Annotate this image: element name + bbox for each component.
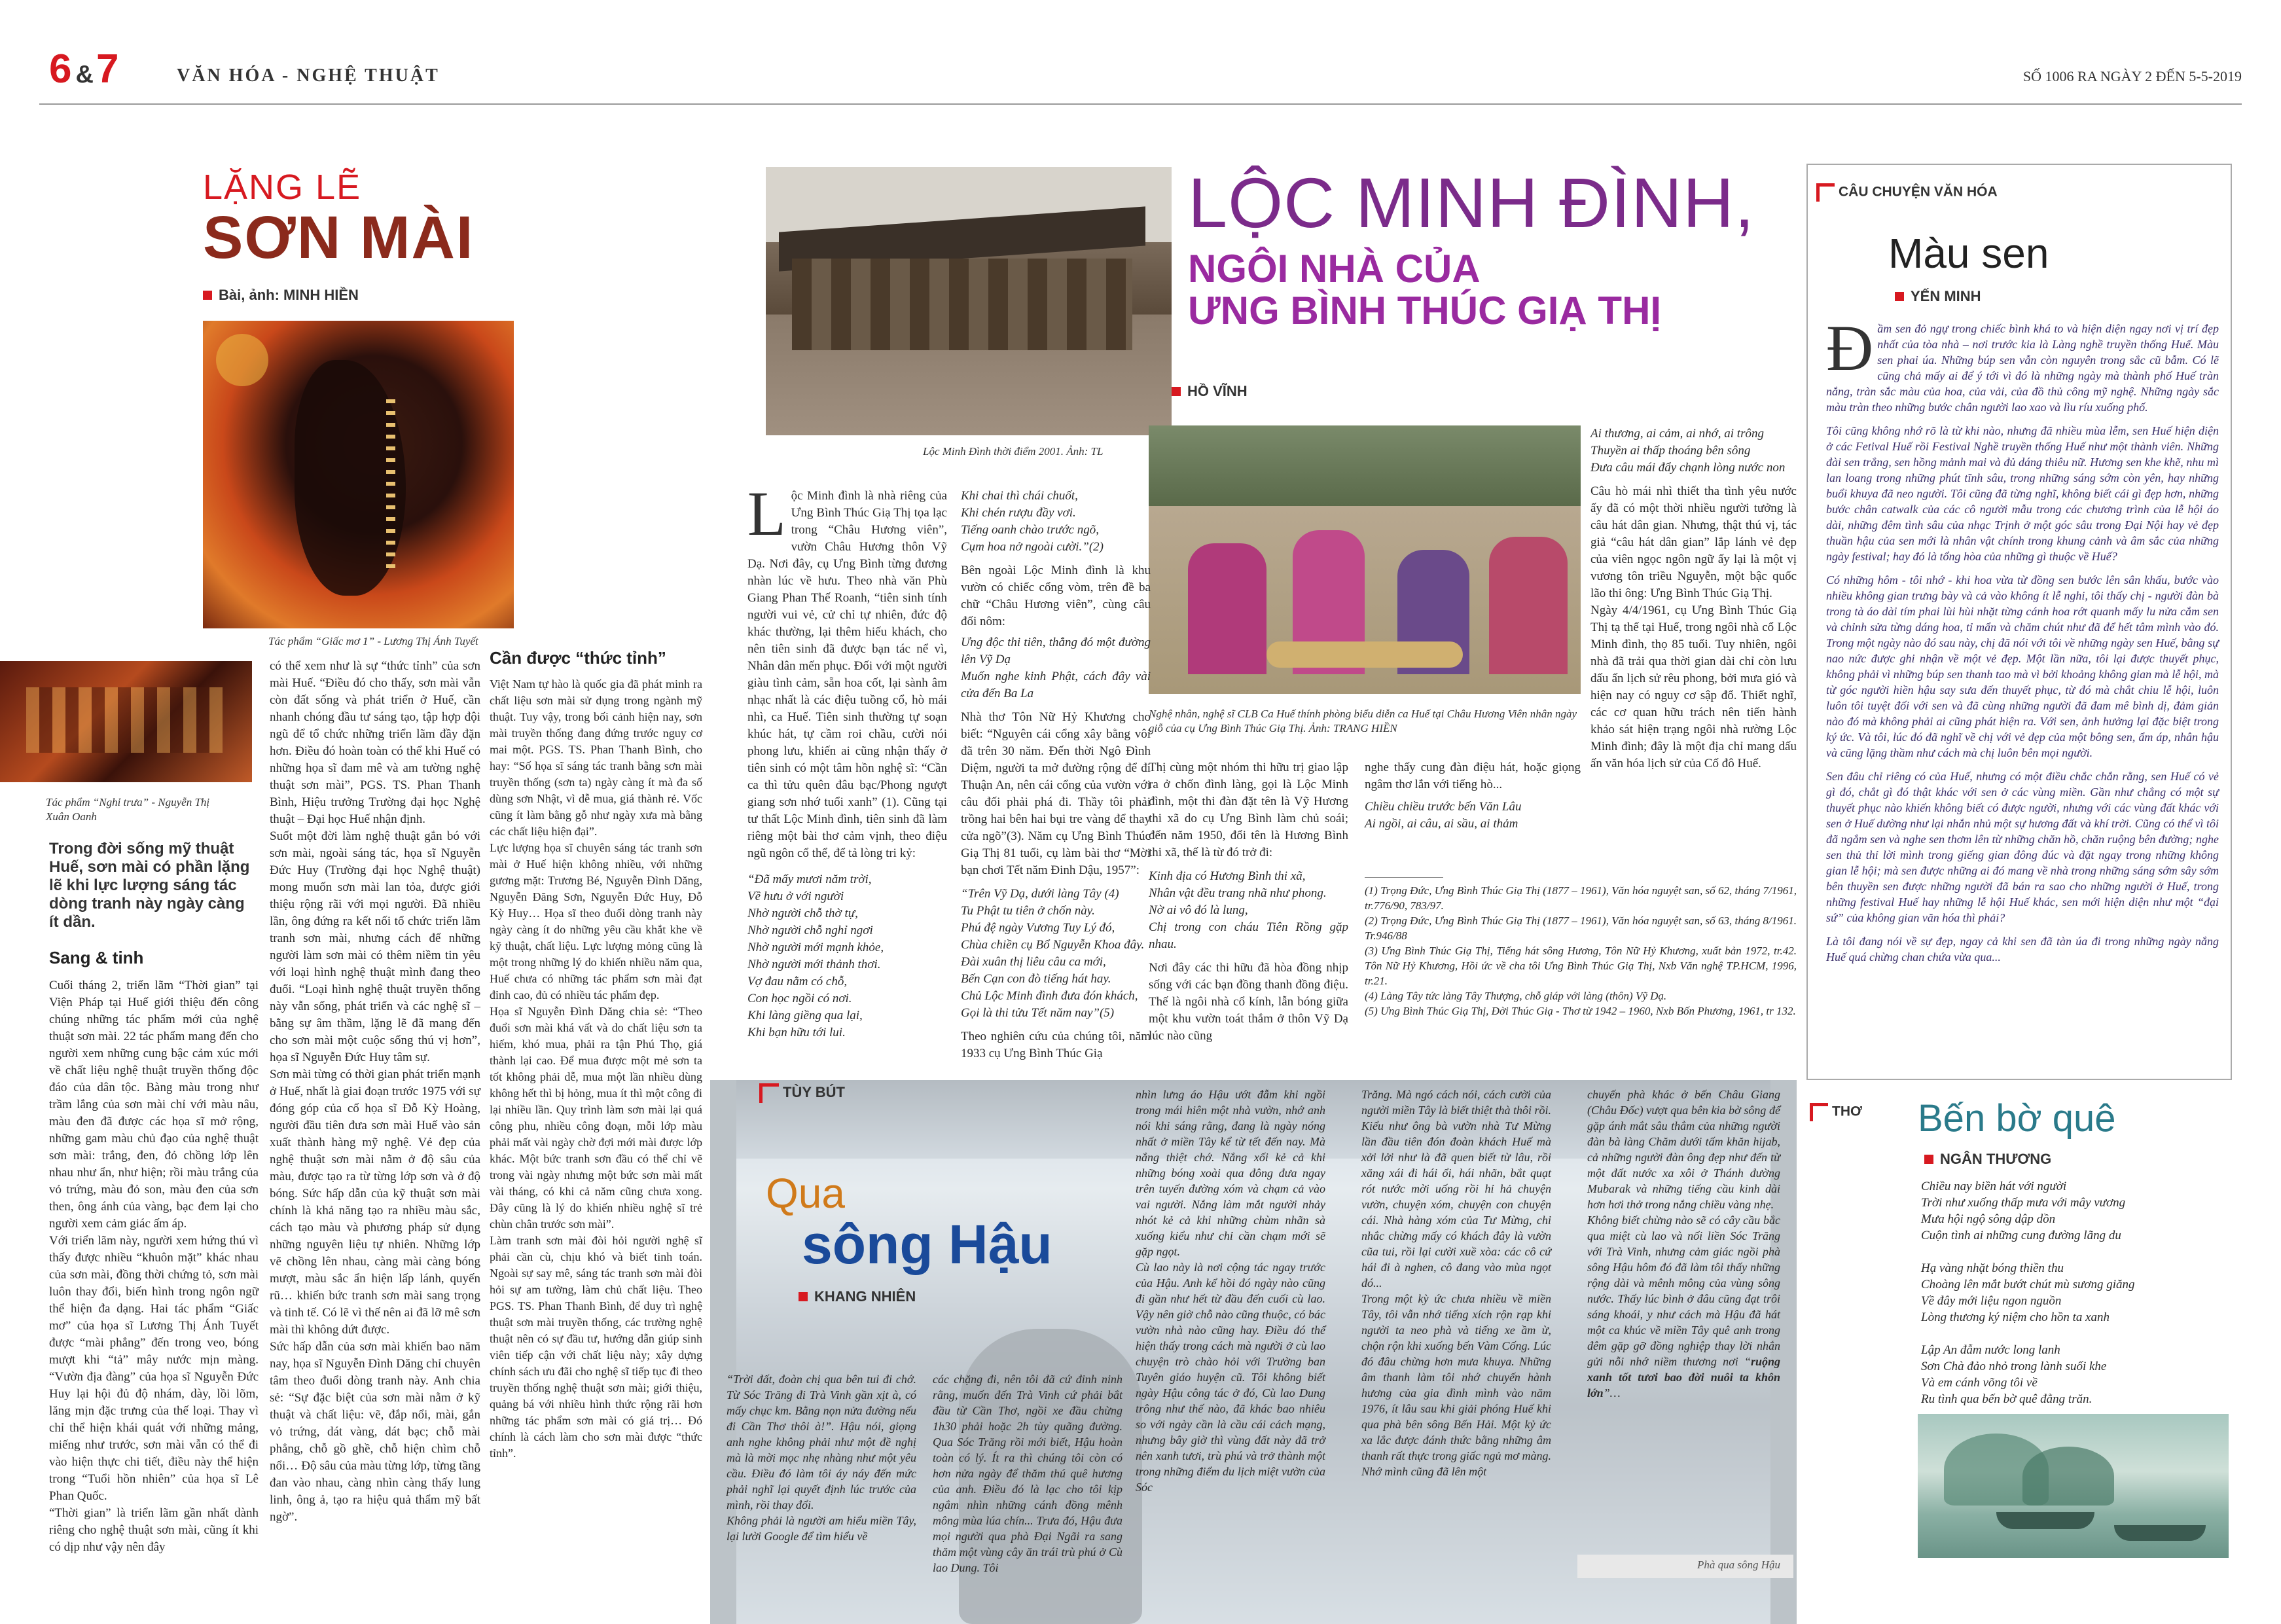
article2-text-col5: Câu hò mái nhì thiết tha tình yêu nước ấy đã có một thời nhiều người tưởng là câu hát dân gian. Nhưng, thật thú vị, tác giả “câu hát dân gian” lắp lánh vẻ đẹp của viên ngọc ngôn ngữ ấy lại là một vị vương tôn triều Nguyễn, một bậc quốc lão thi ông: Ưng Bình Thúc Giạ Thị. Ngày 4/4/1961, cụ Ưng Bình Thúc Giạ Thị tạ thế tại Huế, trong ngôi nhà cổ Lộc Minh đình, thọ 85 tuổi. Tuy nhiên, ngôi nhà đã trải qua thời gian dài chỉ còn lưu dấu ấn lịch sử rêu phong, bởi mưa gió và hiện nay có nguy cơ sập đổ. Thiết nghĩ, các cơ quan hữu trách nên tiến hành khảo sát hiện trạng ngôi nhà rường Lộc Minh đình; đây là một địa chỉ mang dấu ấn văn hóa lịch sử của Cố đô Huế.: [1590, 484, 1797, 770]
article3-tag: TÙY BÚT: [759, 1083, 845, 1103]
article2-column-2: [961, 488, 1151, 1062]
red-square-icon: [203, 291, 212, 300]
corner-bracket-icon: [759, 1083, 779, 1103]
lacquer-painting-photo-1: [203, 321, 514, 628]
article2-poem-6: Ai thương, ai cảm, ai nhớ, ai trông Thuyền ai thấp thoáng bên sông Đưa câu mái đẩy chạnh lòng nước non: [1590, 427, 1786, 475]
article3-caption: Phà qua sông Hậu: [1577, 1555, 1793, 1578]
article3-text-col3: nhìn lưng áo Hậu ướt đẫm khi ngồi trong mái hiên một nhà vườn, nhớ anh nói khi sáng rằng, đang là ngày nóng nhất ở miền Tây kể từ tết đến nay. Mà nắng thiệt chớ. Nắng xối kẻ cả khi những bóng xoài qua đông đưa ngay trên tuyến đường xóm và chạm cả vào vai người. Nắng làm mắt người nhảy nhót kẻ cả khi những chùm nhãn sà xuống kiểu như chỉ cần chạm mới sẽ gặp ngọt. Cù lao này là nơi cộng tác ngay trước của Hậu. Anh kể hồi đó ngày nào cũng đi gần như hết từ đầu đến cuối cù lao. Vậy nên giờ chỗ nào cũng thuộc, có bác vườn nhà nào cũng hay. Điều đó thể hiện thấy trong cách mà người ở cù lao chuyện trò chào hỏi với Trường ban Tuyên giáo huyện cũ. Tôi không biết ngày Hậu công tác ở đó, Cù lao Dung trông như thế nào, đã khác bao nhiêu so với ngày cần là cầu cái cách mạng, nhưng bây giờ thì vùng đất này đã trở nên xanh tươi, trù phú và trở thành một trong những điểm du lịch miệt vườn của Sóc: [1136, 1088, 1325, 1494]
article2-byline: HỒ VĨNH: [1172, 383, 1248, 400]
article3-text-col1: “Trời đất, đoàn chị qua bên tui đi chớ. Từ Sóc Trăng đi Trà Vinh gần xịt à, có mấy chục km. Bằng nọn nửa đường nếu đi Cần Thơ thôi à!”. Hậu nói, giọng anh nghe không phải như một đề nghị mà là mời mọc nhẹ nhàng như một yêu cầu. Điều đó làm tôi áy náy đến mức phải nghĩ lại quyết định lúc trước của mình, rồi thay đổi. Không phải là người am hiểu miền Tây, lại lười Google để tìm hiểu về: [727, 1373, 916, 1543]
article2-column-4: [1365, 759, 1581, 833]
article3-byline: KHANG NHIÊN: [799, 1288, 916, 1305]
article2-title-line3: ƯNG BÌNH THÚC GIẠ THỊ: [1188, 289, 1662, 333]
red-square-icon: [799, 1292, 808, 1301]
performance-photo: [1149, 425, 1581, 694]
article2-title: [1188, 163, 1755, 333]
article2-text-col4: nghe thấy cung đàn điệu hát, hoặc giọng ngâm thơ lắn với tiếng hò...: [1365, 761, 1581, 791]
article1-column-3: [490, 648, 702, 1462]
article2-title-line2: NGÔI NHÀ CỦA: [1188, 247, 1481, 291]
article1-text-col2: có thể xem như là sự “thức tỉnh” của sơn mài Huế. “Điều đó cho thấy, sơn mài vẫn còn đất sống và phát triển ở Huế, cần nhanh chóng đầu tư sáng tạo, tập hợp đội ngũ để tổ chức những triển lãm đầy đặn hơn. Điều đó hoàn toàn có thể khi Huế có những họa sĩ đam mê và am tường nghệ thuật sơn mài”, PGS. TS. Phan Thanh Bình, Hiệu trưởng Trường đại học Nghệ thuật – Đại học Huế nhận định. Suốt một đời làm nghệ thuật gắn bó với sơn mài, ngoài sáng tác, họa sĩ Nguyễn Đức Huy (Trường đại học Nghệ thuật) mong muốn sơn mài lan tỏa, được giới thiệu rộng rãi với mọi người. Đã nhiều lần, ông đứng ra kết nối tổ chức triển lãm tranh sơn mài, nhưng cách để những người làm sơn mài có thêm niềm tin yêu với loại hình nghệ thuật mình đang theo đuổi. “Loại hình nghệ thuật truyền thống này vẫn sống, phát triển và các nghệ sĩ – bằng sự âm thầm, lặng lẽ đã mang đến cho sơn mài một cuộc sống thú vị hơn”, họa sĩ Nguyễn Đức Huy tâm sự. Sơn mài từng có thời gian phát triển mạnh ở Huế, nhất là giai đoạn trước 1975 với sự đóng góp của cố họa sĩ Đỗ Kỳ Hoàng, người đầu tiên đưa sơn mài Huế vào sản xuất thành hàng mỹ nghệ. Vẻ đẹp của nghệ thuật sơn mài nằm ở độ sâu của màu, được tạo ra từ từng lớp sơn và ở độ bóng. Sức hấp dẫn của kỹ thuật sơn mài chính là khả năng tạo ra nhiều màu sắc, cách tạo màu và phương pháp sử dụng những nguyên liệu tự nhiên. Những lớp vẽ chồng lên nhau, càng mài càng bóng mượt, màu sắc ẩn hiện lấp lánh, quyến rũ… khiến bức tranh sơn mài sang trọng và tinh tế. Có lẽ vì thế nên ai đã lỡ mê sơn mài thì không dứt được. Sức hấp dẫn của sơn mài khiến bao năm nay, họa sĩ Nguyễn Đình Dăng chỉ chuyên tâm theo đuổi dòng tranh này. Anh chia sẻ: “Sự đặc biệt của sơn mài nằm ở kỹ thuật và chất liệu: vẽ, đắp nổi, mài, gắn vỏ trứng, dát vàng, dát bạc; chỗ mài phẳng, chỗ gồ ghề, chỗ hiện chìm chỗ nổi… Độ sâu của màu từng lớp, từng tầng đan vào nhau, càng nhìn càng thấy lung linh, ông ả, tạo ra hiệu quả thẩm mỹ bất ngờ”.: [270, 659, 480, 1524]
article1-caption-2: Tác phẩm “Nghỉ trưa” - Nguyễn Thị Xuân Oanh: [46, 796, 210, 823]
article4-title: Màu sen: [1888, 230, 2049, 277]
article2-poem-1: “Đã mấy mươi năm trời, Về hưu ở với người Nhờ người chỗ thờ tự, Nhờ người chỗ nghỉ ngơi Nhờ người mới mạnh khỏe, Nhờ người mới thảnh thơi. Vợ đau nằm có chỗ, Con học ngồi có nơi. Khi làng giềng qua lại, Khi bạn hữu tới lui.: [747, 873, 884, 1039]
article2-caption-2: Nghệ nhân, nghệ sĩ CLB Ca Huế thính phòng biểu diễn ca Huế tại Châu Hương Viên nhân ngày giỗ của cụ Ưng Bình Thúc Giạ Thị. Ảnh: TRANG HIỀN: [1149, 708, 1577, 734]
article2-drop-cap: L: [747, 478, 786, 549]
corner-bracket-icon: [1810, 1103, 1828, 1121]
old-house-photo: [766, 167, 1172, 435]
article5-byline: NGÂN THƯƠNG: [1924, 1151, 2051, 1168]
article1-column-1: [49, 948, 259, 1556]
article3-text-col4: Trăng. Mà ngó cách nói, cách cười của người miền Tây là biết thiệt thà thôi rồi. Kiểu như ông bà vườn nhà Tư Mừng lần đầu tiên đón đoàn khách Huế mà xởi lởi như là đã quen biết từ lâu, rồi xăng xái đi hái ổi, hái nhãn, bắt quạt rót nước mời uống rồi hỉ hả chuyện vườn, chuyện xóm, chuyện con chuyện cái. Nhà hàng xóm của Tư Mừng, chỉ nhắc chừng mấy có khách đây là vườn cũa tui, rồi lại cười xuề xòa: các cô cứ hái đi à nghen, cô đang vào mùa ngọt đó... Trong một kỳ ức chưa nhiều về miền Tây, tôi vẫn nhớ tiếng xích rộn rạp khi người ta neo phà và tiếng xe ầm ừ, chộn rộn khi xuống bến Vàm Cống. Lúc đó đâu chừng hơn mưa khuya. Những âm thanh làm tôi nhớ chuyến hành hương của gia đình mình vào năm 1976, ít lâu sau khi giải phóng Huế khi qua phà bên sông Bến Hải. Một kỷ ức xa lắc được đánh thức bằng những âm thanh rất thực trong giấc ngủ mơ màng. Nhớ mình cũng đã lên một: [1361, 1088, 1551, 1478]
boats-watercolor-image: [1918, 1414, 2229, 1558]
section-title: VĂN HÓA - NGHỆ THUẬT: [177, 65, 440, 86]
article5-tag: THƠ: [1810, 1103, 1862, 1121]
article2-text-col1: ộc Minh đình là nhà riêng của Ưng Bình Thúc Giạ Thị tọa lạc trong “Châu Hương viên”, vườn Châu Hương thôn Vỹ Dạ. Nơi đây, cụ Ưng Bình từng đương nhàn lúc về hưu. Theo nhà văn Phù Giang Phan Thế Roanh, “tiên sinh tính người vui vẻ, cử chỉ tự nhiên, đức độ khác thường, lại thêm hiếu khách, cho nên tiên sinh đã được bạn tác nể vì, Nhân dân mến phục. Đối với một người giàu tình cảm, sẵn hoa cốt, lại sành âm nhạc nhất là các điệu tuồng cổ, hò mái nhì, ca Huế. Tiên sinh thường tự soạn khúc hát, tự cầm roi chầu, cười nói phong lưu, khiến ai cũng nhận thấy ở tiên sinh có một tâm hồn nghệ sĩ: “Cần ca thì tửu quên đâu bạc/Phong ngượt giang sơn nhớ tuổi xanh” (1). Cũng tại tư thất Lộc Minh đình, tiên sinh đã làm riêng một bài thơ cảm vịnh, theo điệu ngũ ngôn cổ thể, để tả lòng tri kỷ:: [747, 489, 947, 860]
red-square-icon: [1924, 1155, 1933, 1164]
article1-title-line2: SƠN MÀI: [203, 204, 475, 271]
article2-text-col2b: Nhà thơ Tôn Nữ Hỷ Khương cho biết: “Nguyên cái cổng xây bằng vôi đã trên 30 năm. Đến thời Ngô Đình Diệm, người ta mở đường rộng để đi Thuận An, nên cái cổng của vườn với câu đối phải phá đi. Thầy tôi phải trồng hai bên hai bụi tre vàng để thay cửa ngõ”(3). Năm cụ Ưng Bình Thúc Giạ Thị 81 tuổi, cụ làm bài thơ “Mời bạn chơi Tết năm Đinh Dậu, 1957”:: [961, 710, 1151, 877]
article3-quote-bold: ruộng xanh tốt tươi bao đời nuôi ta khôn lớn: [1587, 1355, 1780, 1399]
article3-title-line2: sông Hậu: [802, 1214, 1052, 1275]
article1-title: [203, 167, 475, 271]
article2-column-5: [1590, 425, 1797, 772]
article1-subheading-2: Cần được “thức tỉnh”: [490, 648, 666, 668]
article2-poem-4: Kinh địa có Hương Bình thi xã, Nhân vật đều trang nhã như phong. Nờ ai vô đó là lung, Chị trong con cháu Tiên Rồng gặp nhau.: [1149, 869, 1348, 951]
article4-body: Đ ầm sen đỏ ngự trong chiếc bình khá to và hiện diện ngay nơi vị trí đẹp nhất của tòa nhà – nơi trước kia là Làng nghề truyền thống Huế. Màu sen phai úa. Những búp sen vẫn còn nguyên trong sắc cũ bẫm. Có lẽ cũng chả mấy ai để ý tới vì đó là những ngày mà thành phố Huế tràn nắng, tràn sắc màu của hoa, của vải, của đồ thủ công mỹ nghệ. Những ngày sắc màu tràn theo những bước chân người lao xao và lìu ríu xuống phố. Tôi cũng không nhớ rõ là từ khi nào, nhưng đã nhiều mùa lễm, sen Huế hiện diện ở các Fetival Huế rồi Festival Nghề truyền thống Huế như một thành viên. Những đài sen trắng, sen hồng mảnh mai và đủ dáng thiêu nữ. Hương sen khe khẽ, nhu mì lan loang trong những phút tĩnh sâu, trong những sáng sớm còn yên, hay những buổi khuya đã neo người. Tôi cũng đã từng nghĩ, không biết cái gì đẹp hơn, những bước chân catwalk của các cô người mẫu trong các chương trình của lễ hội áo dài, những đêm tình sâu của nhạc Trịnh ở một góc sâu trong Đại Nội hay vẻ đẹp thuần hậu của sen mới là nhân vật chính trong khung cảnh và âm sắc của những ngày festival; hay đó là tổng hòa của những gì thuộc về Huế? Có những hôm - tôi nhớ - khi hoa vừa từ đồng sen bước lên sân khấu, bước vào nhiều không gian trưng bày và cả vào không ít lễ nghi, tôi thấy chị - người đàn bà trong tà áo dài tím phai lùi hùi nhặt từng cánh hoa rớt quanh mấy lu nửa cắm sen và chỉnh sửa từng dáng hoa, tỉ mẩn và chăm chút như đã để hết tâm mình vào đó. Trong một ngày nào đó sau này, chị đã nói với tôi về những ngày sen Huế, bằng sự nao nức được ghi nhận về một vẻ đẹp. Một lần nữa, tôi lại được thuyết phục, không phải vì những búp sen thanh tao mà vì bởi khoảng không gian mà lễ hội, mà từ góc người hiền hậu say sưa đến thuyết phục, từ đó mà chắt chiu lễ hội, luôn luôn tôi tuyệt đối với sen và đã cùng những người đã đam mê bình dị, đảm giản nào đó mà không phải ai cũng phát hiện ra. Với sen, ảnh hưởng lại đặc biệt trong ký ức. Và tôi, lúc đó đã nghĩ về chị với vẻ đẹp của một bông sen, ẩm áp, nhân hậu và cũng lặng thầm như cách mà chị luôn bên mọi người. Sen đâu chỉ riêng có của Huế, nhưng có một điều chắc chắn rằng, sen Huế có vẻ gì đó, chắt gì đó thật khác với sen ở các vùng miền. Gần như chẳng có một sự thuyết phục nào khiến không biết có được người, nhưng với các vùng đất khác với sen ở Huế dường như lại nhắn nhủ một sự hương đất và khí trời. Cũng có thể vì tôi đã ngắm sen và nghe sen thơm lên từ những chăn hồ, chăn ruộng bên đường; nghe sen thủ thỉ lời mình trong giếng gian đông đúc và đặt ngay trong những không gian lễ hội; mà sen được những ai đó mang về nhà trong những sáng sớm sây sớm bên thuyền sen được những người đã bán ra sao cho những người ở Huế, trong những festival Huế hay những lễ hội Huế khác, sen mới hiện diện như một “đại sứ” của không gian văn hóa thì phải? Là tôi đang nói về sự đẹp, ngay cả khi sen đã tàn úa đi trong những ngày nắng Huế quá chừng chan chứa vừa qua...: [1826, 312, 2219, 964]
article1-subheading-1: Sang & tinh: [49, 948, 144, 967]
red-square-icon: [1172, 387, 1181, 396]
red-square-icon: [1895, 292, 1904, 301]
article2-caption-1: Lộc Minh Đình thời điểm 2001. Ảnh: TL: [923, 445, 1104, 458]
article2-poem-1-end: Khi chai thì chái chuốt, Khi chén rượu đầy vơi. Tiếng oanh chào trước ngõ, Cụm hoa nở ngoài cười.”(2): [961, 489, 1104, 554]
article3-column-5: chuyến phà khác ở bến Châu Giang (Châu Đốc) vượt qua bên kia bờ sông để gặp ánh mắt sâu thẳm của những người đàn bà làng Chăm dưới tấm khăn hijab, cả những người đàn ông đẹp như đến từ một đất nước xa xôi ở Thánh đường Mubarak và những tiếng cầu kinh dài hơn hơi thở trong nắng chiều vàng nhẹ. Không biết chừng nào sẽ có cây cầu bắc qua miệt cù lao và nối liền Sóc Trăng với Trà Vinh, nhưng cảm giác ngồi phà sông Hậu hôm đó đã làm tôi thấy những rộng dài và mênh mông của vùng sông nước. Thấy lúc bình ở đâu cũng đạt trôi sáng khoái, y như cách mà Hậu đã hát một ca khúc về miền Tây quê anh trong đêm gặp gỡ đồng nghiệp thay lời nhắn gửi nỗi nhớ niềm thương nơi “ruộng xanh tốt tươi bao đời nuôi ta khôn lớn”…: [1587, 1088, 1780, 1399]
page-number-left: 6 &7: [49, 46, 120, 92]
page-header: [39, 46, 2242, 105]
article3-text-col2: các chặng đi, nên tôi đã cứ đinh ninh rằng, muốn đến Trà Vinh cứ phải bắt đầu từ Cần Thơ, ngồi xe đầu chừng 1h30 phải hoặc 2h tùy quãng đường. Qua Sóc Trăng rồi mới biết, Hậu hoàn toàn có lý. Ít ra thì chúng tôi còn có hơn nửa ngày để thăm thú quê hương của anh. Điều đó là lạc cho tôi kịp ngắm nhìn những cánh đồng mênh mông mùa lúa chín... Trưa đó, Hậu đưa mọi người qua phà Đại Ngãi ra sang thăm một vùng cây ăn trái trù phú ở Cù lao Dung. Tôi: [933, 1373, 1123, 1574]
article1-caption-1: Tác phẩm “Giấc mơ 1” - Lương Thị Ánh Tuyết: [268, 635, 478, 647]
article1-text-col3: Việt Nam tự hào là quốc gia đã phát minh ra chất liệu sơn mài sử dụng trong ngành mỹ thuật. Tuy vậy, trong bối cảnh hiện nay, sơn mài truyền thống đang đứng trước nguy cơ mai một. PGS. TS. Phan Thanh Bình, cho hay: “Số họa sĩ sáng tác tranh bằng sơn mài truyền thống (sơn ta) ngày càng ít mà đa số dùng sơn Nhật, vì dễ mua, giá thành rẻ. Vốc cũng ít làm bằng gỗ như ngày xưa mà bằng các chất liệu hiện đại”. Lực lượng họa sĩ chuyên sáng tác tranh sơn mài ở Huế hiện không nhiều, với những gương mặt: Trương Bé, Nguyễn Đình Dăng, Nguyễn Đăng Sơn, Nguyễn Đức Huy, Đỗ Kỳ Huy… Họa sĩ theo đuổi dòng tranh này ngày càng ít do những yêu cầu khắt khe về kỹ thuật, chất liệu. Lực lượng mỏng cũng là một trong những lý do khiến nhiều năm qua, Huế chưa có những tác phẩm sơn mài đạt đỉnh cao, đủ có nhiều tác phẩm đẹp. Họa sĩ Nguyễn Đình Dăng chia sẻ: “Theo đuổi sơn mài khá vất và do chất liệu sơn ta hiếm, khó mua, phải ra tận Phú Thọ, giá thành lại cao. Để mua được một mẻ sơn ta tốt không phải dễ, mua một lần nhiều dùng không hết thì bị hỏng, mua ít thì một công đi lại nhiều lần. Quy trình làm sơn mài lại quá công phu, nhiều công đoạn, mỗi lớp màu phải mất vài ngày chờ đợi mới mài được lớp khác. Một bức tranh sơn đầu có thể chỉ vẽ trong vài ngày nhưng một bức sơn mài mất vài tháng, có khi cả năm cũng chưa xong. Đây cũng là lý do khiến nhiều nghệ sĩ trẻ chùn chân trước sơn mài”. Làm tranh sơn mài đòi hỏi người nghệ sĩ phải cần cù, chịu khó và biết tinh toán. Ngoài sự say mê, sáng tác tranh sơn mài đòi hỏi sự am tường, làm chủ chất liệu. Theo PGS. TS. Phan Thanh Bình, để duy trì nghệ thuật sơn mài truyền thống, các trường nghệ thuật nên có sự đầu tư, hướng dẫn giúp sinh viên tiếp cận với chất liệu này; xây dựng chính sách ưu đãi cho nghệ sĩ tiếp tục đi theo truyền thống nghệ thuật sơn mài; giới thiệu, quảng bá với nhiều hình thức rộng rãi hơn những tác phẩm sơn mài có giá trị… Đó chính là cách làm cho sơn mài được “thức tỉnh”.: [490, 677, 702, 1460]
article2-notes: (1) Trọng Đức, Ưng Bình Thúc Giạ Thị (1877 – 1961), Văn hóa nguyệt san, số 62, tháng 7/1961, tr.776/90, 783/97. (2) Trọng Đức, Ưng Bình Thúc Giạ Thị (1877 – 1961), Văn hóa nguyệt san, số 63, tháng 8/1961. Tr.946/88 (3) Ưng Bình Thúc Giạ Thị, Tiếng hát sông Hương, Tôn Nữ Hỷ Khương, xuất bản 1972, tr.42. Tôn Nữ Hỷ Khương, Hồi ức về cha tôi Ưng Bình Thúc Giạ Thị, Nxb Văn nghệ TP.HCM, 1996, tr.21. (4) Làng Tây tức làng Tây Thượng, chỗ giáp với làng (thôn) Vỹ Dạ. (5) Ưng Bình Thúc Giạ Thị, Đời Thúc Giạ - Thơ từ 1942 – 1960, Nxb Bốn Phương, 1961, tr 132.: [1365, 877, 1797, 1019]
article4-tag: CÂU CHUYỆN VĂN HÓA: [1816, 183, 1998, 202]
article1-byline: Bài, ảnh: MINH HIỀN: [203, 287, 359, 304]
article2-poem-3: “Trên Vỹ Dạ, dưới làng Tây (4) Tu Phật tu tiên ở chốn này. Phú đệ ngày Vương Tuy Lý đó, Chùa chiền cụ Bổ Nguyễn Khoa đây. Đài xuân thị liêu câu ca mới, Bến Cạn con đò tiếng hát hay. Chủ Lộc Minh đình đưa đón khách, Gọi là thi tửu Tết năm nay”(5): [961, 887, 1145, 1020]
article1-title-line1: LẶNG LẼ: [203, 168, 362, 207]
header-rule: [39, 103, 2242, 105]
article2-couplet: Ưng độc thi tiên, thẳng đó một đường lên Vỹ Dạ Muốn nghe kinh Phật, cách đây vài cửa đến Ba La: [961, 636, 1151, 700]
article2-title-line1: LỘC MINH ĐÌNH,: [1188, 163, 1755, 242]
lacquer-painting-photo-2: [0, 661, 252, 782]
article5-title: Bến bờ quê: [1918, 1097, 2116, 1140]
article3-title: [766, 1172, 1052, 1274]
article4-drop-cap: Đ: [1826, 312, 1874, 384]
article3-title-line1: Qua: [766, 1170, 845, 1217]
article2-column-1: [747, 478, 947, 1041]
article4-byline: YẾN MINH: [1895, 288, 1981, 305]
article2-text-col2c: Theo nghiên cứu của chúng tôi, năm 1933 cụ Ưng Bình Thúc Giạ: [961, 1030, 1151, 1060]
article2-text-col3b: Nơi đây các thi hữu đã hòa đồng nhịp sống với các bạn đồng thanh đồng điệu. Thế là ngôi nhà cổ kính, lẫn bóng giữa một khu vườn toát thắm ở thôn Vỹ Dạ lúc nào cũng: [1149, 961, 1348, 1043]
article1-text-col1: Cuối tháng 2, triển lãm “Thời gian” tại Viện Pháp tại Huế giới thiệu đến công chúng những tác phẩm mới của nghệ thuật sơn mài. 22 tác phẩm mang đến cho người xem những cung bậc cảm xúc mới về chất liệu nghệ thuật truyền thống độc đáo của dân tộc. Bàng màu trong như trầm lắng của sơn mài chỉ với màu nâu, màu đen đã được các họa sĩ mở rộng, những gam màu chủ đạo của nghệ thuật sơn mài: trắng, đen, đỏ chồng lớp lên nhau như ẩn, như hiện; rồi màu trắng của vỏ trứng, màu đỏ son, màu đen của sơn then, ông ánh của vàng, bạc đem lại cho người xem cảm giác ấm áp. Với triển lãm này, người xem hứng thú vì thấy được nhiều “khuôn mặt” khác nhau của sơn mài, đồng thời chứng tỏ, sơn mài luôn thay đổi, biến hình trong ngôn ngữ thể hiện đa dạng. Hai tác phẩm “Giấc mơ” của họa sĩ Lương Thị Ánh Tuyết được “mài phẳng” đến trong veo, bóng mượt khi “tả” mây nước mịn màng. “Vườn địa đàng” của họa sĩ Nguyễn Đức Huy lại hội đủ độ nhám, dày, lồi lõm, lăng mịn đặc trưng của thế loại. Thay vì chỉ thể hiện khái quát với những mảng, miếng như trước, sơn mài vẫn có thể đi vào hiện thực chi tiết, điều này thể hiện trong “Tuổi hồn nhiên” của họa sĩ Lê Phan Quốc. “Thời gian” là triển lãm gần nhất dành riêng cho nghệ thuật sơn mài, cũng ít khi có dịp như vậy nên đây: [49, 979, 259, 1554]
article5-poem: Chiều nay biền hát với người Trời như xuống thấp mưa với mây vương Mưa hội ngộ sông dập dồn Cuộn tình ai những cung đường lãng du Hạ vàng nhặt bóng thiền thu Choàng lên mắt bướt chút mù sương giăng Về đây mới liệu ngon nguồn Lòng thương ký niệm cho hồn ta xanh Lập An đẫm nước long lanh Sơn Chà đảo nhỏ trong lành suối khe Và em cánh võng tôi về Ru tình qua bến bờ quê đằng trăn.: [1921, 1180, 2135, 1406]
article2-column-3: [1149, 759, 1348, 1045]
article2-text-col3a: Thị cùng một nhóm thi hữu trị giao lập ra ở chốn đình làng, gọi là Lộc Minh đình, một thi đàn đặt tên là Vỹ Hương thi xã do cụ Ưng Bình làm chủ soái; đến năm 1950, đổi tên là Hương Bình thi xã, thế là từ đó trở đi:: [1149, 761, 1348, 859]
article3-text-col5: chuyến phà khác ở bến Châu Giang (Châu Đốc) vượt qua bên kia bờ sông để gặp ánh mắt sâu thẳm của những người đàn bà làng Chăm dưới tấm khăn hijab, cả những người đàn ông đẹp như đến từ một đất nước xa xôi ở Thánh đường Mubarak và những tiếng cầu kinh dài hơn hơi thở trong nắng chiều vàng nhẹ. Không biết chừng nào sẽ có cây cầu bắc qua miệt cù lao và nối liền Sóc Trăng với Trà Vinh, nhưng cảm giác ngồi phà sông Hậu hôm đó đã làm tôi thấy những rộng dài và mênh mông của vùng sông nước. Thấy lúc bình ở đâu cũng đạt trôi sáng khoái, y như cách mà Hậu đã hát một ca khúc về miền Tây quê anh trong đêm gặp gỡ đồng nghiệp thay lời nhắn gửi nỗi nhớ niềm thương nơi “: [1587, 1088, 1780, 1368]
article2-poem-5: Chiều chiều trước bến Văn Lâu Ai ngồi, ai câu, ai sầu, ai thảm: [1365, 800, 1522, 831]
article1-lead: Trong đời sống mỹ thuật Huế, sơn mài có phần lặng lẽ khi lực lượng sáng tác dòng tranh này ngày càng ít dần.: [49, 840, 250, 931]
issue-info: SỐ 1006 RA NGÀY 2 ĐẾN 5-5-2019: [2022, 68, 2242, 84]
article2-text-col2a: Bên ngoài Lộc Minh đình là khu vườn có chiếc cổng vòm, trên đề ba chữ “Châu Hương viên”, cùng câu đối nôm:: [961, 564, 1151, 628]
corner-bracket-icon: [1816, 183, 1835, 202]
